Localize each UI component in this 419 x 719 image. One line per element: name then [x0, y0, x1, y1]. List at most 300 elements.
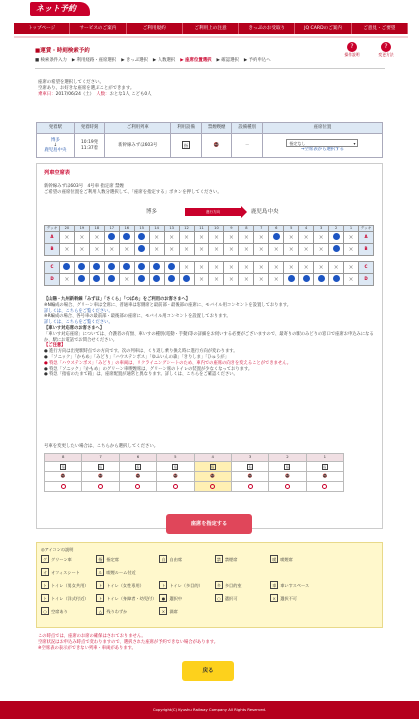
unavailable-seat-icon: ×: [258, 245, 264, 253]
unavailable-seat-icon: ×: [94, 233, 100, 241]
legend-item: [326, 568, 378, 576]
available-seat-icon: [168, 263, 175, 270]
seat-available[interactable]: [269, 232, 284, 244]
legend-label: 喫煙席: [280, 556, 293, 562]
legend-label: 空席あり: [51, 608, 68, 614]
unavailable-seat-icon: ×: [243, 275, 249, 283]
seat-column-number: 10: [209, 226, 224, 232]
car-number[interactable]: 2: [269, 454, 306, 462]
unavailable-seat-icon: ×: [258, 263, 264, 271]
car-vacancy-cell[interactable]: [157, 482, 194, 492]
seat-row: [45, 232, 374, 244]
available-seat-icon: [123, 233, 130, 240]
seat-column-number: 9: [224, 226, 239, 232]
car-number[interactable]: 5: [157, 454, 194, 462]
available-seat-icon: [108, 275, 115, 282]
car-vacancy-cell[interactable]: [45, 482, 82, 492]
unavailable-seat-icon: ×: [288, 233, 294, 241]
legend-icon: ×: [270, 594, 278, 602]
car-number[interactable]: 6: [119, 454, 156, 462]
available-seat-icon: [333, 275, 340, 282]
seat-column-number: 17: [104, 226, 119, 232]
legend-item: [96, 607, 156, 615]
seat-unavailable: [59, 232, 74, 244]
seat-unavailable: [119, 274, 134, 286]
seat-available[interactable]: [134, 274, 149, 286]
seat-available[interactable]: [59, 262, 74, 274]
available-seat-icon: [183, 275, 190, 282]
times-cell: [74, 134, 105, 158]
available-seat-icon: [108, 263, 115, 270]
reserved-seat-icon: 指: [285, 464, 289, 469]
direction-to: 鹿児島中央: [251, 209, 279, 215]
unavailable-seat-icon: ×: [348, 275, 354, 283]
seat-unavailable: [59, 244, 74, 256]
legend-item: [159, 555, 211, 563]
main-nav: [14, 23, 408, 34]
available-seat-icon: [108, 233, 115, 240]
seat-unavailable: [149, 232, 164, 244]
seat-unavailable: [164, 232, 179, 244]
seat-column-number: 14: [149, 226, 164, 232]
notes-heading-2: 【車いす対応席のお客さまへ】: [44, 325, 105, 331]
question-icon: ?: [381, 42, 391, 52]
seat-available[interactable]: [134, 262, 149, 274]
unavailable-seat-icon: ×: [243, 233, 249, 241]
seat-unavailable: [119, 244, 134, 256]
train-cell: 新幹線みずほ603号: [105, 134, 171, 158]
seat-available[interactable]: [329, 274, 344, 286]
legend-label: 自由席: [169, 556, 183, 562]
unavailable-seat-icon: ×: [288, 263, 294, 271]
car-vacancy-row: [45, 482, 344, 492]
unavailable-seat-icon: ×: [184, 245, 190, 253]
seat-column-number: 6: [269, 226, 284, 232]
car-number[interactable]: 3: [231, 454, 268, 462]
unavailable-seat-icon: ×: [273, 263, 279, 271]
ride-info: [38, 92, 378, 98]
type-cell: －: [232, 134, 263, 158]
seat-unavailable: [74, 232, 89, 244]
car-vacancy-cell[interactable]: [306, 482, 343, 492]
vacancy-icon: [210, 484, 215, 489]
reserved-seat-icon: 指: [323, 464, 327, 469]
seat-available[interactable]: [299, 274, 314, 286]
seat-unavailable: [209, 244, 224, 256]
seat-available[interactable]: [74, 262, 89, 274]
car-smoking-cell: [194, 472, 231, 482]
seat-row: [45, 244, 374, 256]
train-line: 新幹線みずほ603号 4号車 指定席 禁煙: [44, 184, 124, 189]
unavailable-seat-icon: ×: [94, 245, 100, 253]
help-operation-button[interactable]: [340, 42, 364, 58]
car-selector: [44, 453, 344, 492]
legend-item: [270, 607, 322, 615]
legend-icon: 喫: [272, 557, 277, 563]
available-seat-icon: [333, 245, 340, 252]
no-smoking-icon: 🚭: [247, 473, 253, 479]
note-5: ● 「ソニック」「かもめ」「みどり」「ハウステンボス」「ゆふいんの森」「きりしま」「ひゅうが」: [44, 354, 229, 360]
legend-item: [215, 555, 267, 563]
note-6: ● 特急「ハウステンボス」「みどり」の車両は、リクライニングシートのため、車内での座席の向きを変えることができません。: [44, 360, 292, 366]
specify-seat-button[interactable]: 座席を指定する: [166, 514, 252, 534]
legend-label: トイレ（男女共用）: [51, 582, 89, 588]
vacancy-icon: [322, 484, 327, 489]
available-seat-icon: [138, 233, 145, 240]
legend-item: [159, 594, 211, 602]
help-buttons: [340, 42, 398, 58]
no-smoking-icon: 🚭: [285, 473, 290, 479]
seat-row-label: D: [359, 274, 374, 286]
deck-label: デッキ: [45, 226, 60, 232]
deck-label: デッキ: [359, 226, 374, 232]
seat-unavailable: [269, 262, 284, 274]
seat-available[interactable]: [89, 274, 104, 286]
nav-item[interactable]: JQ CARDのご案内: [295, 23, 351, 34]
stations-cell: 博多 ↓ 鹿児島中央: [37, 134, 75, 158]
car-smoking-cell: [157, 472, 194, 482]
unavailable-seat-icon: ×: [169, 233, 175, 241]
seat-available[interactable]: [104, 262, 119, 274]
unavailable-seat-icon: ×: [243, 245, 249, 253]
seat-unavailable: [59, 274, 74, 286]
car-facility-cell: [231, 462, 268, 472]
unavailable-seat-icon: ×: [198, 275, 205, 283]
seat-row-label: D: [45, 274, 60, 286]
unavailable-seat-icon: ×: [79, 245, 85, 253]
car-facility-cell: [119, 462, 156, 472]
step-item: ▶ 予約申込へ: [243, 58, 271, 63]
seat-unavailable: [344, 274, 359, 286]
step-indicator: [35, 58, 335, 63]
legend-item: [159, 607, 211, 615]
legend-item: [270, 594, 322, 602]
note-1-link[interactable]: 詳しくは、こちらをご覧ください。: [44, 308, 113, 314]
car-number[interactable]: 7: [82, 454, 119, 462]
unavailable-seat-icon: ×: [198, 263, 205, 271]
unavailable-seat-icon: ×: [348, 263, 354, 271]
unavailable-seat-icon: ×: [213, 263, 219, 271]
seat-available[interactable]: [89, 262, 104, 274]
dep-time: 10:19発: [81, 140, 99, 146]
available-seat-icon: [138, 275, 145, 282]
legend-icon: 指: [98, 557, 103, 563]
seat-unavailable: [209, 262, 224, 274]
car-vacancy-cell[interactable]: [269, 482, 306, 492]
unavailable-seat-icon: ×: [213, 245, 219, 253]
seat-column-number: 3: [314, 226, 329, 232]
arr-time: 11:37着: [81, 145, 99, 151]
seat-unavailable: [89, 232, 104, 244]
seat-unavailable: [194, 274, 209, 286]
seat-unavailable: [194, 232, 209, 244]
note-2-link[interactable]: 詳しくは、こちらをご覧ください。: [44, 320, 113, 326]
smoking-cell: [201, 134, 232, 158]
legend-icon: ト: [43, 583, 47, 589]
unavailable-seat-icon: ×: [64, 245, 70, 253]
vacancy-icon: [173, 484, 178, 489]
unavailable-seat-icon: ×: [184, 263, 190, 271]
seat-unavailable: [254, 262, 269, 274]
legend-item: [41, 568, 93, 576]
available-seat-icon: [93, 275, 100, 282]
unavailable-seat-icon: ×: [318, 233, 324, 241]
info-line-2: 空席あり、お好きな座席を選ぶことができます。: [38, 86, 135, 92]
reserved-seat-icon: 指: [248, 464, 252, 469]
nav-item[interactable]: ご利用上の注意: [183, 23, 239, 34]
seat-unavailable: [179, 232, 194, 244]
unavailable-seat-icon: ×: [228, 245, 234, 253]
seat-unavailable: [104, 244, 119, 256]
legend-item: [41, 555, 93, 563]
seat-available[interactable]: [104, 274, 119, 286]
note-7: ● 特急「ソニック」「かもめ」のグリーン車喫煙席は、グリーン席のトイレの装置が少なくなっております。: [44, 366, 253, 372]
vacancy-icon: [285, 484, 290, 489]
reserved-seat-icon: 指: [99, 464, 103, 469]
unavailable-seat-icon: ×: [288, 245, 294, 253]
available-seat-icon: [138, 245, 145, 252]
no-smoking-icon: 🚭: [60, 473, 66, 479]
seat-available[interactable]: [74, 274, 89, 286]
unavailable-seat-icon: ×: [348, 233, 354, 241]
car-facility-cell: [306, 462, 343, 472]
car-smoking-cell: [269, 472, 306, 482]
site-logo[interactable]: ネット予約: [30, 2, 90, 16]
legend-item: [270, 581, 322, 589]
seat-available[interactable]: [134, 232, 149, 244]
legend-label: トイレ（洋式付近）: [51, 595, 89, 601]
seat-unavailable: [314, 244, 329, 256]
seat-row-label: C: [359, 262, 374, 274]
seat-unavailable: [239, 274, 254, 286]
unavailable-seat-icon: ×: [109, 245, 115, 253]
available-seat-icon: [153, 263, 160, 270]
vacancy-icon: [248, 484, 253, 489]
legend-title: ◎アイコンの説明: [41, 547, 74, 552]
seat-available[interactable]: [119, 262, 134, 274]
step-item: ▶ 座席位置選択: [180, 58, 212, 63]
seat-unavailable: [344, 232, 359, 244]
seat-column-number: 4: [299, 226, 314, 232]
car-facility-cell: [82, 462, 119, 472]
info-block: [38, 80, 378, 99]
warning-block: [38, 634, 218, 651]
seat-unavailable: [269, 244, 284, 256]
car-smoking-cell: [119, 472, 156, 482]
car-smoking-cell: [231, 472, 268, 482]
car-vacancy-cell[interactable]: [119, 482, 156, 492]
back-button[interactable]: 戻る: [182, 661, 234, 681]
unavailable-seat-icon: ×: [318, 245, 324, 253]
seat-map-link[interactable]: →空席表から選択する: [300, 146, 345, 152]
seat-available[interactable]: [149, 274, 164, 286]
note-2: ※R編成の場合、各号車の最前部・最後部の座席に、モバイル用コンセントを設置しております。: [44, 314, 231, 320]
unavailable-seat-icon: ×: [213, 233, 219, 241]
seat-available[interactable]: [164, 274, 179, 286]
vacancy-icon: [135, 484, 140, 489]
unavailable-seat-icon: ×: [333, 263, 339, 271]
summary-header-row: [37, 123, 383, 134]
summary-row: [37, 134, 383, 158]
legend-grid: [41, 555, 378, 615]
seat-available[interactable]: [284, 274, 299, 286]
seat-position-select[interactable]: 指定なし ▾: [286, 139, 358, 147]
legend-icon: 自: [161, 557, 166, 563]
direction-bar: [44, 207, 374, 219]
reserved-seat-icon: 指: [184, 143, 189, 149]
nav-item[interactable]: きっぷのお受取り: [239, 23, 295, 34]
legend-item: [270, 568, 322, 576]
people-label: 人数：: [96, 92, 110, 98]
legend-label: 指定席: [106, 556, 119, 562]
unavailable-seat-icon: ×: [124, 275, 130, 283]
legend-item: [96, 581, 156, 589]
unavailable-seat-icon: ×: [258, 275, 264, 283]
seat-unavailable: [239, 244, 254, 256]
unavailable-seat-icon: ×: [154, 245, 160, 253]
legend-icon: ト: [98, 596, 103, 602]
legend-label: 満席: [169, 608, 178, 614]
legend-item: [96, 555, 156, 563]
seat-available[interactable]: [104, 232, 119, 244]
legend-item: [96, 568, 156, 576]
seat-unavailable: [179, 244, 194, 256]
seat-unavailable: [89, 244, 104, 256]
unavailable-seat-icon: ×: [303, 263, 309, 271]
legend-icon: 多: [216, 583, 221, 589]
legend-item: [159, 581, 211, 589]
unavailable-seat-icon: ×: [213, 275, 219, 283]
seat-column-number: 11: [194, 226, 209, 232]
seat-unavailable: [149, 244, 164, 256]
available-seat-icon: [288, 275, 295, 282]
available-seat-icon: [78, 263, 85, 270]
instruction: ご希望の座席位置をご利用人数分選択して、「座席を指定する」ボタンを押してください。: [44, 190, 222, 195]
seat-available[interactable]: [119, 232, 134, 244]
unavailable-seat-icon: ×: [228, 263, 234, 271]
seat-row-label: C: [45, 262, 60, 274]
car-number[interactable]: 1: [306, 454, 343, 462]
notes-block: [44, 297, 376, 378]
car-vacancy-cell[interactable]: [82, 482, 119, 492]
step-item: ■ 検索条件入力: [35, 58, 67, 63]
facility-cell: [171, 134, 202, 158]
car-number[interactable]: 4: [194, 454, 231, 462]
seat-available[interactable]: [329, 232, 344, 244]
to-station: 鹿児島中央: [44, 148, 67, 154]
question-icon: ?: [347, 42, 357, 52]
legend-item: [41, 607, 93, 615]
seat-available[interactable]: [179, 274, 194, 286]
nav-item[interactable]: ご意見・ご要望: [352, 23, 408, 34]
seat-row-label: A: [45, 232, 60, 244]
nav-item[interactable]: トップページ: [14, 23, 70, 34]
direction-from: 博多: [146, 209, 158, 215]
car-vacancy-cell[interactable]: [194, 482, 231, 492]
seat-available[interactable]: [164, 262, 179, 274]
unavailable-seat-icon: ×: [64, 275, 70, 283]
no-smoking-icon: 🚭: [210, 473, 216, 479]
car-number[interactable]: 8: [45, 454, 82, 462]
unavailable-seat-icon: ×: [124, 245, 130, 253]
seat-unavailable: [329, 262, 344, 274]
legend-icon: 車: [272, 583, 277, 589]
legend-label: 多目的室: [224, 582, 242, 588]
unavailable-seat-icon: ×: [318, 263, 324, 271]
car-facility-cell: [269, 462, 306, 472]
icon-legend: [36, 542, 383, 628]
seat-column-number: 15: [134, 226, 149, 232]
seat-unavailable: [299, 262, 314, 274]
legend-item: [96, 594, 156, 602]
seat-unavailable: [74, 244, 89, 256]
legend-item: [326, 607, 378, 615]
legend-item: [41, 594, 93, 602]
unavailable-seat-icon: ×: [243, 263, 249, 271]
legend-label: 選択不可: [280, 595, 297, 601]
legend-label: グリーン車: [51, 556, 72, 562]
seat-column-number: 18: [89, 226, 104, 232]
car-vacancy-cell[interactable]: [231, 482, 268, 492]
seat-unavailable: [209, 232, 224, 244]
seat-row: [45, 274, 374, 286]
nav-item[interactable]: サービスのご案内: [70, 23, 126, 34]
seat-unavailable: [239, 232, 254, 244]
help-operation-label: 操作説明: [344, 52, 360, 57]
legend-label: トイレ（女性専用）: [106, 582, 144, 588]
available-seat-icon: [93, 263, 100, 270]
help-change-button[interactable]: [374, 42, 398, 58]
seat-available[interactable]: [314, 274, 329, 286]
legend-icon: グ: [43, 557, 47, 563]
legend-label: 車いすスペース: [280, 582, 310, 588]
people-value: おとな1人 こども0人: [109, 92, 152, 98]
unavailable-seat-icon: ×: [273, 245, 279, 253]
page-title: ■運賃・時刻検索予約: [35, 48, 90, 54]
seat-available[interactable]: [329, 244, 344, 256]
step-item: ▶ 利用経路・座席選択: [71, 58, 117, 63]
legend-icon: ○: [41, 607, 49, 615]
col-type: 設備種別: [232, 123, 263, 134]
available-seat-icon: [168, 275, 175, 282]
seat-unavailable: [299, 244, 314, 256]
seat-column-number: 8: [239, 226, 254, 232]
legend-item: [326, 555, 378, 563]
nav-item[interactable]: ご利用規約: [127, 23, 183, 34]
seat-available[interactable]: [134, 244, 149, 256]
unavailable-seat-icon: ×: [258, 233, 264, 241]
car-smoking-cell: [82, 472, 119, 482]
seat-available[interactable]: [149, 262, 164, 274]
legend-label: 喫煙ルーム付近: [106, 569, 136, 575]
legend-item: [270, 555, 322, 563]
col-stations: 発着駅: [37, 123, 75, 134]
seat-unavailable: [284, 232, 299, 244]
seat-unavailable: [179, 262, 194, 274]
warning-2: 空席状況はお申込み時点で変わりますので、選択された座席が予約できない場合があります。: [38, 639, 219, 645]
available-seat-icon: [318, 275, 325, 282]
car-number-row: [45, 454, 344, 462]
car-select-header: 号車を変更したい場合は、こちらから選択してください。: [44, 444, 159, 449]
legend-icon: ト: [98, 583, 103, 589]
legend-label: 禁煙席: [224, 556, 238, 562]
seat-column-number: 5: [284, 226, 299, 232]
no-smoking-icon: 🚭: [172, 473, 178, 479]
car-smoking-cell: [306, 472, 343, 482]
seat-unavailable: [314, 232, 329, 244]
legend-icon: ト: [161, 583, 166, 589]
warning-1: この時点では、座席のお席の確保はされておりません。: [38, 634, 146, 639]
